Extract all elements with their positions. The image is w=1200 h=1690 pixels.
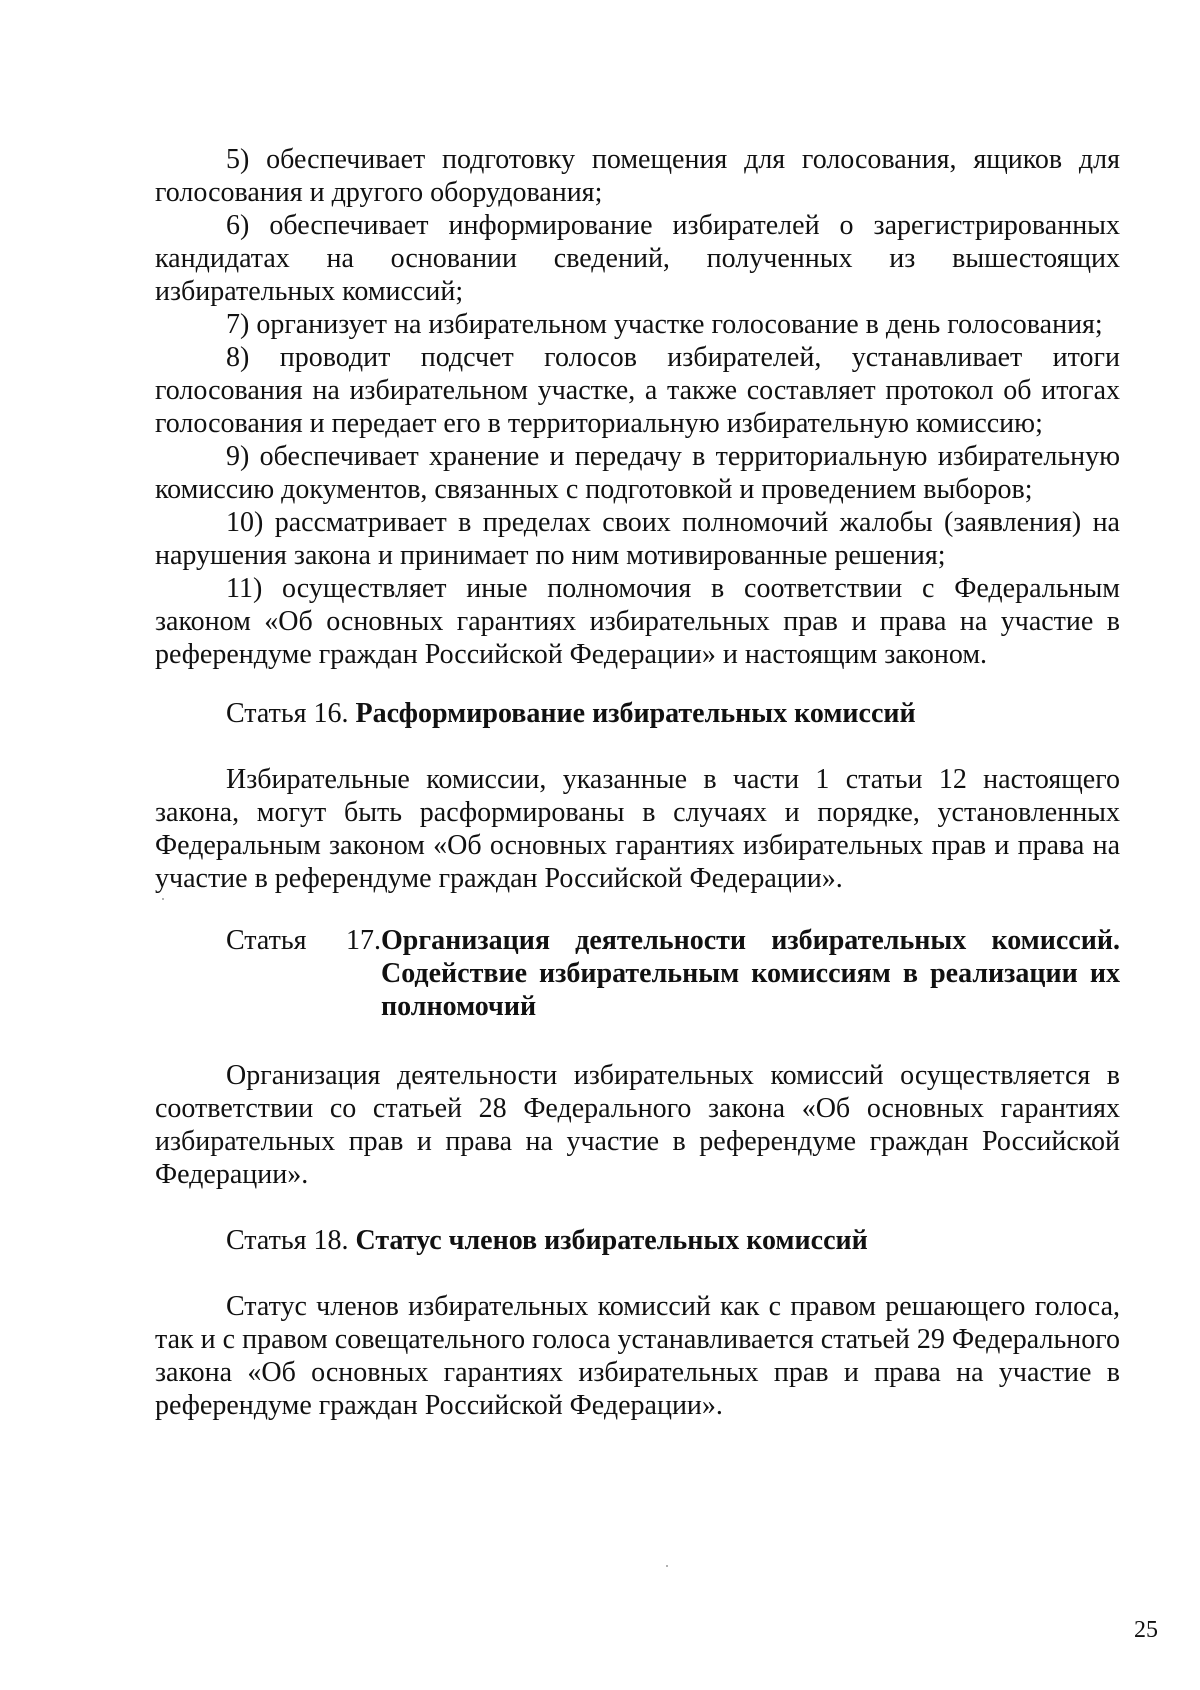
list-item: 5) обеспечивает подготовку помещения для голосования, ящиков для голосования и другого оборудования; — [155, 144, 1120, 208]
scan-speck — [162, 898, 164, 900]
list-item: 9) обеспечивает хранение и передачу в территориальную избирательную комиссию документов, связанных с подготовкой и проведением выборов; — [155, 441, 1120, 505]
article-16-heading — [226, 697, 916, 730]
list-item: 8) проводит подсчет голосов избирателей, устанавливает итоги голосования на избирательном участке, а также составляет протокол об итогах голосования и передает его в территориальную избирательную комиссию; — [155, 342, 1120, 439]
article-17-text: Организация деятельности избирательных комиссий осуществляется в соответствии со статьей 28 Федерального закона «Об основных гарантиях избирательных прав и права на участие в референдуме граждан Российской Федерации». — [155, 1060, 1120, 1190]
list-item: 11) осуществляет иные полномочия в соответствии с Федеральным законом «Об основных гарантиях избирательных прав и права на участие в референдуме граждан Российской Федерации» и настоящим законом. — [155, 573, 1120, 670]
article-17-heading — [226, 924, 1120, 1023]
article-18-label: Статья 18. — [226, 1225, 349, 1256]
scan-speck — [666, 1565, 668, 1567]
list-item: 7) организует на избирательном участке голосование в день голосования; — [226, 309, 1103, 340]
article-18-heading — [226, 1224, 868, 1257]
article-18-title: Статус членов избирательных комиссий — [355, 1225, 868, 1256]
article-16-title: Расформирование избирательных комиссий — [355, 698, 916, 729]
commission-powers-list — [155, 143, 1120, 671]
article-18-text: Статус членов избирательных комиссий как с правом решающего голоса, так и с правом совещательного голоса устанавливается статьей 29 Федерального закона «Об основных гарантиях избирательных прав и права на участие в референдуме граждан Российской Федерации». — [155, 1291, 1120, 1421]
article-17-title: Организация деятельности избирательных комиссий. Содействие избирательным комиссиям в реализации их полномочий — [381, 925, 1120, 1022]
article-16-label: Статья 16. — [226, 698, 349, 729]
article-17-label-number: 17. — [346, 925, 381, 956]
article-17-label-word: Статья — [226, 925, 307, 956]
article-17-label — [226, 924, 381, 1023]
page-number: 25 — [1134, 1617, 1158, 1643]
list-item: 6) обеспечивает информирование избирателей о зарегистрированных кандидатах на основании сведений, полученных из вышестоящих избирательных комиссий; — [155, 210, 1120, 307]
article-16-text: Избирательные комиссии, указанные в части 1 статьи 12 настоящего закона, могут быть расформированы в случаях и порядке, установленных Федеральным законом «Об основных гарантиях избирательных прав и права на участие в референдуме граждан Российской Федерации». — [155, 764, 1120, 894]
list-item: 10) рассматривает в пределах своих полномочий жалобы (заявления) на нарушения закона и принимает по ним мотивированные решения; — [155, 507, 1120, 571]
